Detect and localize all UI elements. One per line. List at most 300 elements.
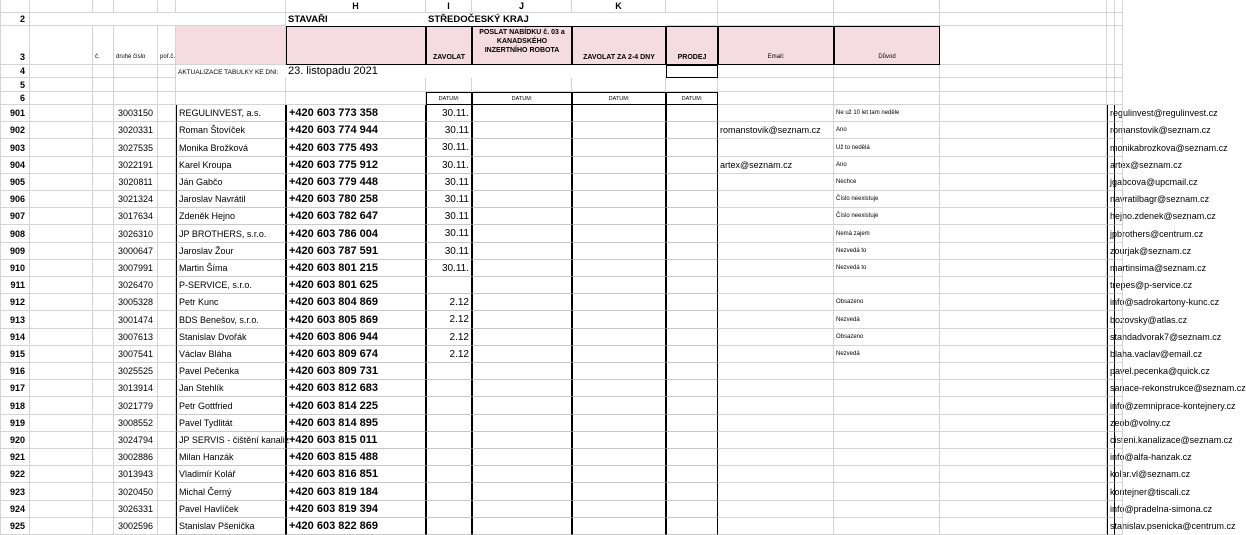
blank-cell[interactable]: [718, 92, 834, 105]
cell[interactable]: [93, 139, 114, 157]
cell[interactable]: [93, 122, 114, 139]
cell[interactable]: [30, 363, 93, 380]
blank-cell[interactable]: [1115, 92, 1123, 105]
cell-phone[interactable]: +420 603 806 944: [286, 329, 426, 346]
cell[interactable]: [158, 518, 176, 535]
blank-cell[interactable]: [718, 78, 834, 92]
cell[interactable]: [572, 415, 666, 432]
cell[interactable]: [666, 208, 718, 225]
column-header[interactable]: [30, 0, 93, 13]
cell[interactable]: [158, 363, 176, 380]
column-header-H[interactable]: H: [286, 0, 426, 13]
cell[interactable]: [30, 397, 93, 415]
cell-phone[interactable]: +420 603 815 488: [286, 449, 426, 466]
cell[interactable]: [158, 260, 176, 277]
cell[interactable]: [158, 311, 176, 329]
row-header[interactable]: 2: [0, 13, 30, 26]
blank-cell[interactable]: [1107, 92, 1115, 105]
column-header[interactable]: [834, 0, 940, 13]
blank-cell[interactable]: [834, 78, 940, 92]
cell[interactable]: [1115, 311, 1123, 329]
blank-cell[interactable]: [1115, 78, 1123, 92]
cell-id[interactable]: 3020811: [114, 174, 158, 191]
blank-cell[interactable]: [1107, 13, 1115, 26]
cell[interactable]: [666, 139, 718, 157]
cell[interactable]: [666, 311, 718, 329]
cell[interactable]: [93, 311, 114, 329]
cell-date[interactable]: 30.11.: [426, 157, 472, 174]
blank-cell[interactable]: [1107, 26, 1115, 65]
cell[interactable]: [158, 294, 176, 311]
cell[interactable]: [30, 191, 93, 208]
cell-name[interactable]: Jaroslav Žour: [176, 243, 286, 260]
cell[interactable]: [472, 294, 572, 311]
cell-name[interactable]: Zdeněk Hejno: [176, 208, 286, 225]
cell[interactable]: [30, 122, 93, 139]
cell-id[interactable]: 3024794: [114, 432, 158, 449]
blank-cell[interactable]: [93, 92, 114, 105]
cell-phone[interactable]: +420 603 814 895: [286, 415, 426, 432]
row-header[interactable]: 905: [0, 174, 30, 191]
cell[interactable]: [666, 260, 718, 277]
blank-cell[interactable]: [1115, 65, 1123, 78]
cell[interactable]: [940, 329, 1107, 346]
cell[interactable]: [158, 277, 176, 294]
cell-name[interactable]: Martin Šíma: [176, 260, 286, 277]
cell-reason[interactable]: [834, 432, 940, 449]
cell-id[interactable]: 3005328: [114, 294, 158, 311]
row-header[interactable]: 917: [0, 380, 30, 397]
cell-date[interactable]: 30.11.: [426, 139, 472, 157]
cell[interactable]: [940, 432, 1107, 449]
blank-cell[interactable]: [93, 65, 114, 78]
cell[interactable]: [940, 122, 1107, 139]
cell[interactable]: [666, 466, 718, 483]
cell[interactable]: [30, 311, 93, 329]
cell[interactable]: [93, 191, 114, 208]
blank-cell[interactable]: [158, 78, 176, 92]
cell-phone[interactable]: +420 603 775 493: [286, 139, 426, 157]
cell-name[interactable]: Ján Gabčo: [176, 174, 286, 191]
cell-name[interactable]: Milan Hanzák: [176, 449, 286, 466]
cell[interactable]: [1115, 157, 1123, 174]
cell-email[interactable]: monikabrozkova@seznam.cz: [1107, 139, 1115, 157]
column-header[interactable]: [1107, 0, 1115, 13]
cell[interactable]: [1115, 501, 1123, 518]
cell-name[interactable]: P-SERVICE, s.r.o.: [176, 277, 286, 294]
blank-cell[interactable]: [834, 92, 940, 105]
cell[interactable]: [158, 346, 176, 363]
cell[interactable]: [666, 225, 718, 243]
cell-name[interactable]: Jaroslav Navrátil: [176, 191, 286, 208]
cell-date[interactable]: 2.12: [426, 311, 472, 329]
cell-date[interactable]: 2.12: [426, 329, 472, 346]
cell-reason[interactable]: [834, 518, 940, 535]
cell[interactable]: [158, 139, 176, 157]
cell-email[interactable]: romanstovik@seznam.cz: [1107, 122, 1115, 139]
blank-cell[interactable]: [30, 78, 93, 92]
cell[interactable]: [93, 415, 114, 432]
cell-name[interactable]: Petr Kunc: [176, 294, 286, 311]
cell[interactable]: [1115, 122, 1123, 139]
cell-name[interactable]: Michal Černý: [176, 483, 286, 501]
cell[interactable]: [30, 449, 93, 466]
cell-email[interactable]: artex@seznam.cz: [1107, 157, 1115, 174]
cell[interactable]: [158, 329, 176, 346]
cell-email-mid[interactable]: [718, 294, 834, 311]
cell[interactable]: [940, 466, 1107, 483]
cell[interactable]: [572, 380, 666, 397]
cell-phone[interactable]: +420 603 774 944: [286, 122, 426, 139]
cell-reason[interactable]: Obsazeno: [834, 329, 940, 346]
cell-email[interactable]: kolar.vl@seznam.cz: [1107, 466, 1115, 483]
cell[interactable]: [666, 432, 718, 449]
cell[interactable]: [666, 346, 718, 363]
column-header[interactable]: [114, 0, 158, 13]
cell[interactable]: [472, 277, 572, 294]
cell[interactable]: [666, 415, 718, 432]
cell-reason[interactable]: Obsazeno: [834, 294, 940, 311]
cell-email[interactable]: jgabcova@upcmail.cz: [1107, 174, 1115, 191]
cell[interactable]: [666, 518, 718, 535]
cell-email[interactable]: zourjak@seznam.cz: [1107, 243, 1115, 260]
blank-cell[interactable]: [940, 13, 1107, 26]
cell[interactable]: [666, 294, 718, 311]
cell[interactable]: [1115, 466, 1123, 483]
cell[interactable]: [30, 329, 93, 346]
cell[interactable]: [1115, 432, 1123, 449]
cell[interactable]: [30, 105, 93, 122]
cell[interactable]: [940, 260, 1107, 277]
cell[interactable]: [572, 501, 666, 518]
cell[interactable]: [572, 449, 666, 466]
cell-reason[interactable]: [834, 501, 940, 518]
cell-date[interactable]: [426, 518, 472, 535]
blank-cell[interactable]: [1115, 13, 1123, 26]
row-header[interactable]: 915: [0, 346, 30, 363]
cell-email-mid[interactable]: [718, 346, 834, 363]
cell[interactable]: [158, 225, 176, 243]
cell-date[interactable]: [426, 466, 472, 483]
row-header[interactable]: 922: [0, 466, 30, 483]
cell-email-mid[interactable]: [718, 466, 834, 483]
cell-date[interactable]: [426, 415, 472, 432]
cell[interactable]: [666, 483, 718, 501]
cell[interactable]: [1115, 346, 1123, 363]
row-header[interactable]: 903: [0, 139, 30, 157]
cell[interactable]: [93, 397, 114, 415]
cell-email[interactable]: stanislav.psenicka@centrum.cz: [1107, 518, 1115, 535]
cell[interactable]: [666, 380, 718, 397]
row-header[interactable]: 910: [0, 260, 30, 277]
cell-phone[interactable]: +420 603 780 258: [286, 191, 426, 208]
cell-name[interactable]: Jan Stehlík: [176, 380, 286, 397]
cell[interactable]: [472, 191, 572, 208]
blank-cell[interactable]: [718, 13, 834, 26]
cell[interactable]: [472, 397, 572, 415]
cell[interactable]: [472, 139, 572, 157]
blank-cell[interactable]: [834, 13, 940, 26]
blank-cell[interactable]: [158, 92, 176, 105]
cell-date[interactable]: 30.11: [426, 243, 472, 260]
cell-phone[interactable]: +420 603 801 215: [286, 260, 426, 277]
column-header-J[interactable]: J: [472, 0, 572, 13]
cell[interactable]: [158, 208, 176, 225]
cell-date[interactable]: [426, 432, 472, 449]
cell-id[interactable]: 3020450: [114, 483, 158, 501]
cell[interactable]: [666, 174, 718, 191]
cell[interactable]: [940, 105, 1107, 122]
cell[interactable]: [940, 191, 1107, 208]
cell[interactable]: [572, 174, 666, 191]
cell-id[interactable]: 3002596: [114, 518, 158, 535]
cell[interactable]: [572, 225, 666, 243]
column-header[interactable]: [176, 0, 286, 13]
cell[interactable]: [940, 225, 1107, 243]
column-header[interactable]: [93, 0, 114, 13]
blank-cell[interactable]: [940, 26, 1107, 65]
cell-email-mid[interactable]: [718, 174, 834, 191]
cell[interactable]: [93, 174, 114, 191]
blank-cell[interactable]: [718, 65, 834, 78]
cell[interactable]: [472, 449, 572, 466]
cell-date[interactable]: [426, 501, 472, 518]
cell-name[interactable]: Pavel Tydlitát: [176, 415, 286, 432]
cell-email-mid[interactable]: [718, 277, 834, 294]
cell[interactable]: [472, 518, 572, 535]
row-header[interactable]: 907: [0, 208, 30, 225]
cell-reason[interactable]: [834, 449, 940, 466]
cell-email-mid[interactable]: [718, 260, 834, 277]
cell[interactable]: [1115, 415, 1123, 432]
row-header[interactable]: 919: [0, 415, 30, 432]
cell-email[interactable]: cisteni.kanalizace@seznam.cz: [1107, 432, 1115, 449]
cell-date[interactable]: [426, 397, 472, 415]
cell[interactable]: [1115, 449, 1123, 466]
cell[interactable]: [158, 157, 176, 174]
cell-email-mid[interactable]: [718, 415, 834, 432]
cell[interactable]: [158, 397, 176, 415]
cell-phone[interactable]: +420 603 773 358: [286, 105, 426, 122]
cell-date[interactable]: 2.12: [426, 294, 472, 311]
cell[interactable]: [666, 501, 718, 518]
cell-id[interactable]: 3022191: [114, 157, 158, 174]
cell-date[interactable]: 30.11.: [426, 260, 472, 277]
blank-cell[interactable]: [114, 92, 158, 105]
cell[interactable]: [472, 329, 572, 346]
cell[interactable]: [1115, 518, 1123, 535]
cell[interactable]: [572, 363, 666, 380]
cell-id[interactable]: 3007613: [114, 329, 158, 346]
cell-phone[interactable]: +420 603 812 683: [286, 380, 426, 397]
cell-name[interactable]: Karel Kroupa: [176, 157, 286, 174]
row-header[interactable]: 911: [0, 277, 30, 294]
cell[interactable]: [30, 501, 93, 518]
cell[interactable]: [572, 208, 666, 225]
cell[interactable]: [1115, 260, 1123, 277]
cell-email[interactable]: hejno.zdenek@seznam.cz: [1107, 208, 1115, 225]
cell-date[interactable]: 2.12: [426, 346, 472, 363]
cell[interactable]: [30, 415, 93, 432]
row-header[interactable]: 4: [0, 65, 30, 78]
cell-name[interactable]: JP BROTHERS, s.r.o.: [176, 225, 286, 243]
cell-email-mid[interactable]: [718, 311, 834, 329]
cell[interactable]: [940, 415, 1107, 432]
cell[interactable]: [472, 105, 572, 122]
cell-phone[interactable]: +420 603 801 625: [286, 277, 426, 294]
blank-cell[interactable]: [176, 26, 286, 65]
blank-cell[interactable]: [1107, 78, 1115, 92]
cell-name[interactable]: Roman Štovíček: [176, 122, 286, 139]
cell[interactable]: [572, 518, 666, 535]
blank-cell[interactable]: [1107, 65, 1115, 78]
cell[interactable]: [93, 363, 114, 380]
cell[interactable]: [572, 466, 666, 483]
cell-email-mid[interactable]: [718, 363, 834, 380]
cell-date[interactable]: [426, 363, 472, 380]
column-header[interactable]: [158, 0, 176, 13]
row-header[interactable]: 904: [0, 157, 30, 174]
blank-cell[interactable]: [472, 78, 572, 92]
row-header[interactable]: 918: [0, 397, 30, 415]
cell[interactable]: [472, 432, 572, 449]
cell[interactable]: [666, 105, 718, 122]
cell[interactable]: [30, 483, 93, 501]
blank-cell[interactable]: [572, 78, 666, 92]
cell[interactable]: [93, 449, 114, 466]
blank-cell[interactable]: [286, 26, 426, 65]
blank-cell[interactable]: [666, 78, 718, 92]
cell-phone[interactable]: +420 603 809 674: [286, 346, 426, 363]
row-header[interactable]: 921: [0, 449, 30, 466]
cell-id[interactable]: 3007991: [114, 260, 158, 277]
row-header[interactable]: 906: [0, 191, 30, 208]
cell[interactable]: [572, 260, 666, 277]
cell[interactable]: [666, 329, 718, 346]
cell-email[interactable]: standadvorak7@seznam.cz: [1107, 329, 1115, 346]
cell-email[interactable]: trepes@p-service.cz: [1107, 277, 1115, 294]
cell[interactable]: [472, 157, 572, 174]
cell[interactable]: [572, 397, 666, 415]
cell-reason[interactable]: Nezvedá to: [834, 260, 940, 277]
cell[interactable]: [940, 380, 1107, 397]
cell-email[interactable]: info@sadrokartony-kunc.cz: [1107, 294, 1115, 311]
cell[interactable]: [572, 157, 666, 174]
row-header[interactable]: 5: [0, 78, 30, 92]
column-header[interactable]: [666, 0, 718, 13]
cell-phone[interactable]: +420 603 804 869: [286, 294, 426, 311]
cell[interactable]: [940, 518, 1107, 535]
cell-name[interactable]: Stanislav Dvořák: [176, 329, 286, 346]
cell[interactable]: [572, 105, 666, 122]
cell[interactable]: [1115, 243, 1123, 260]
column-header[interactable]: [0, 0, 30, 13]
cell-reason[interactable]: [834, 483, 940, 501]
blank-cell[interactable]: [666, 65, 718, 78]
cell[interactable]: [93, 294, 114, 311]
cell-id[interactable]: 3021324: [114, 191, 158, 208]
cell-name[interactable]: Vladimír Kolář: [176, 466, 286, 483]
cell-id[interactable]: 3021779: [114, 397, 158, 415]
cell-date[interactable]: 30.11: [426, 208, 472, 225]
blank-cell[interactable]: [940, 78, 1107, 92]
cell[interactable]: [472, 225, 572, 243]
blank-cell[interactable]: [158, 65, 176, 78]
cell-email[interactable]: info@pradelna-simona.cz: [1107, 501, 1115, 518]
cell[interactable]: [940, 449, 1107, 466]
cell-reason[interactable]: Nezvedá: [834, 346, 940, 363]
cell[interactable]: [93, 466, 114, 483]
cell[interactable]: [472, 174, 572, 191]
cell[interactable]: [1115, 380, 1123, 397]
blank-cell[interactable]: [472, 65, 666, 78]
cell[interactable]: [30, 466, 93, 483]
cell-email-mid[interactable]: romanstovik@seznam.cz: [718, 122, 834, 139]
cell[interactable]: [30, 260, 93, 277]
cell[interactable]: [666, 122, 718, 139]
cell-email[interactable]: bozovsky@atlas.cz: [1107, 311, 1115, 329]
cell[interactable]: [30, 294, 93, 311]
cell-email-mid[interactable]: [718, 483, 834, 501]
cell[interactable]: [93, 157, 114, 174]
row-header[interactable]: 914: [0, 329, 30, 346]
cell[interactable]: [572, 346, 666, 363]
cell[interactable]: [472, 501, 572, 518]
blank-cell[interactable]: [286, 78, 426, 92]
cell[interactable]: [940, 501, 1107, 518]
cell[interactable]: [158, 432, 176, 449]
cell-email-mid[interactable]: [718, 105, 834, 122]
cell-date[interactable]: [426, 449, 472, 466]
cell[interactable]: [30, 380, 93, 397]
cell[interactable]: [93, 105, 114, 122]
cell[interactable]: [572, 243, 666, 260]
cell-email-mid[interactable]: artex@seznam.cz: [718, 157, 834, 174]
cell[interactable]: [940, 397, 1107, 415]
cell-phone[interactable]: +420 603 819 184: [286, 483, 426, 501]
cell-name[interactable]: BDS Benešov, s.r.o.: [176, 311, 286, 329]
cell-id[interactable]: 3026470: [114, 277, 158, 294]
cell[interactable]: [572, 311, 666, 329]
cell[interactable]: [93, 346, 114, 363]
cell-id[interactable]: 3026310: [114, 225, 158, 243]
row-header[interactable]: 902: [0, 122, 30, 139]
cell[interactable]: [93, 432, 114, 449]
cell-name[interactable]: Stanislav Pšenička: [176, 518, 286, 535]
cell-date[interactable]: [426, 277, 472, 294]
cell[interactable]: [158, 483, 176, 501]
cell-email-mid[interactable]: [718, 449, 834, 466]
cell-email-mid[interactable]: [718, 243, 834, 260]
cell-name[interactable]: Monika Brožková: [176, 139, 286, 157]
cell[interactable]: [93, 501, 114, 518]
cell[interactable]: [30, 157, 93, 174]
cell-reason[interactable]: [834, 380, 940, 397]
cell[interactable]: [572, 329, 666, 346]
cell[interactable]: [1115, 397, 1123, 415]
cell-id[interactable]: 3027535: [114, 139, 158, 157]
cell-phone[interactable]: +420 603 779 448: [286, 174, 426, 191]
cell-reason[interactable]: Číslo neexistuje: [834, 208, 940, 225]
cell[interactable]: [1115, 139, 1123, 157]
cell-reason[interactable]: Ne už 10 let tam neděle: [834, 105, 940, 122]
cell[interactable]: [472, 466, 572, 483]
cell[interactable]: [572, 483, 666, 501]
cell-id[interactable]: 3007541: [114, 346, 158, 363]
cell[interactable]: [158, 449, 176, 466]
cell[interactable]: [1115, 225, 1123, 243]
cell-date[interactable]: 30.11: [426, 191, 472, 208]
